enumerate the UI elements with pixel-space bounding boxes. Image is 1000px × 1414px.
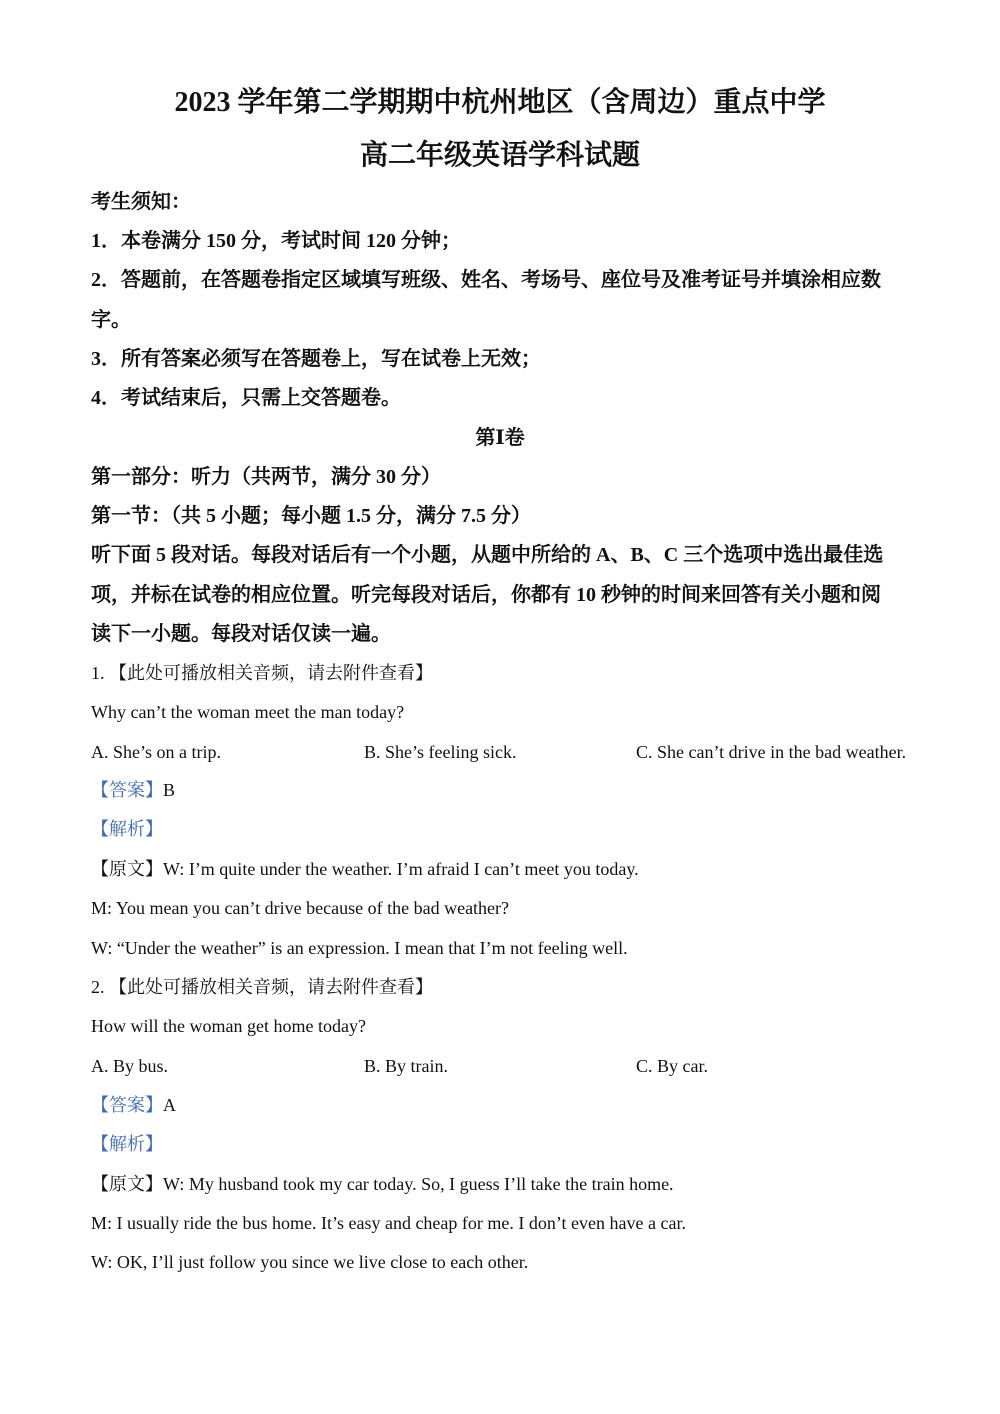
part-heading: 第一部分：听力（共两节，满分 30 分） (91, 466, 441, 488)
question-1-audio-note: 1. 【此处可播放相关音频，请去附件查看】 (91, 663, 433, 683)
question-2-option-c: C. By car. (636, 1056, 708, 1076)
answer-value: A (163, 1095, 176, 1115)
question-1-transcript-1 (91, 858, 911, 880)
notice-item-4: 4．考试结束后，只需上交答题卷。 (91, 387, 401, 409)
instruction-line-2: 项，并标在试卷的相应位置。听完每段对话后，你都有 10 秒钟的时间来回答有关小题和阅 (91, 584, 881, 606)
question-2-transcript-2: M: I usually ride the bus home. It’s easy and cheap for me. I don’t even have a car. (91, 1213, 686, 1233)
question-1-option-c: C. She can’t drive in the bad weather. (636, 742, 907, 762)
exam-title: 2023 学年第二学期期中杭州地区（含周边）重点中学 (174, 87, 826, 118)
volume-heading: 第Ⅰ卷 (475, 427, 525, 449)
original-label: 【原文】 (91, 859, 163, 879)
question-2-text: How will the woman get home today? (91, 1016, 366, 1036)
question-1-answer (91, 779, 911, 801)
question-1-analysis-label: 【解析】 (91, 819, 163, 839)
original-label: 【原文】 (91, 1174, 163, 1194)
notice-heading: 考生须知： (91, 191, 191, 213)
question-2-analysis-label: 【解析】 (91, 1134, 163, 1154)
exam-subtitle: 高二年级英语学科试题 (359, 140, 640, 171)
answer-label: 【答案】 (91, 780, 163, 800)
question-1-option-b: B. She’s feeling sick. (364, 742, 517, 762)
question-2-transcript-3: W: OK, I’ll just follow you since we live close to each other. (91, 1252, 529, 1272)
instruction-line-3: 读下一小题。每段对话仅读一遍。 (91, 623, 391, 645)
answer-label: 【答案】 (91, 1095, 163, 1115)
question-2-transcript-1 (91, 1173, 911, 1195)
instruction-line-1: 听下面 5 段对话。每段对话后有一个小题，从题中所给的 A、B、C 三个选项中选出最佳选 (91, 544, 884, 566)
question-1-text: Why can’t the woman meet the man today? (91, 702, 405, 722)
question-2-audio-note: 2. 【此处可播放相关音频，请去附件查看】 (91, 977, 433, 997)
notice-item-2-line2: 字。 (91, 309, 131, 331)
question-1-option-a: A. She’s on a trip. (91, 742, 221, 762)
section-heading: 第一节：（共 5 小题；每小题 1.5 分，满分 7.5 分） (91, 505, 531, 527)
notice-item-1: 1．本卷满分 150 分，考试时间 120 分钟； (91, 230, 461, 252)
question-1-transcript-3: W: “Under the weather” is an expression. I mean that I’m not feeling well. (91, 938, 628, 958)
question-2-option-a: A. By bus. (91, 1056, 169, 1076)
answer-value: B (163, 780, 176, 800)
question-2-answer (91, 1094, 911, 1116)
question-2-option-b: B. By train. (364, 1056, 448, 1076)
transcript-text: W: My husband took my car today. So, I guess I’ll take the train home. (163, 1174, 674, 1194)
notice-item-3: 3．所有答案必须写在答题卷上，写在试卷上无效； (91, 348, 541, 370)
question-1-transcript-2: M: You mean you can’t drive because of the bad weather? (91, 898, 510, 918)
notice-item-2-line1: 2．答题前，在答题卷指定区域填写班级、姓名、考场号、座位号及准考证号并填涂相应数 (91, 269, 881, 291)
transcript-text: W: I’m quite under the weather. I’m afraid I can’t meet you today. (163, 859, 639, 879)
